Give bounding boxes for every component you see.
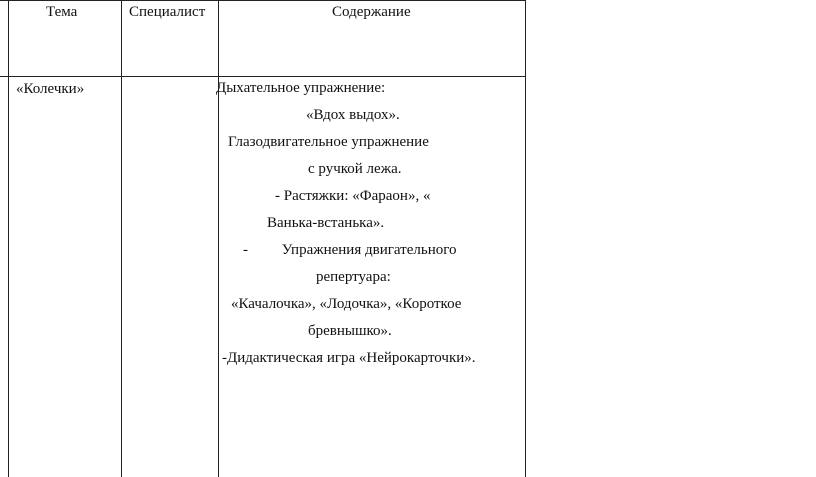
content-line: -Дидактическая игра «Нейрокарточки». <box>222 350 476 366</box>
content-line: репертуара: <box>316 269 391 285</box>
header-specialist: Специалист <box>129 4 206 20</box>
table-top-border <box>0 0 526 1</box>
content-line: с ручкой лежа. <box>308 161 402 177</box>
column-divider-topic <box>121 0 122 477</box>
content-line: Глазодвигательное упражнение <box>228 134 429 150</box>
column-divider-specialist <box>218 0 219 477</box>
header-content: Содержание <box>332 4 411 20</box>
table-right-border <box>525 0 526 477</box>
content-line: - Упражнения двигательного <box>243 242 457 258</box>
content-line: Ванька-встанька». <box>267 215 385 231</box>
row-topic: «Колечки» <box>16 81 85 97</box>
table-left-border <box>8 0 9 477</box>
header-bottom-border <box>0 76 526 77</box>
content-line: бревнышко». <box>308 323 392 339</box>
header-topic: Тема <box>46 4 78 20</box>
content-line: - Растяжки: «Фараон», « <box>275 188 431 204</box>
content-line: Дыхательное упражнение: <box>216 80 386 96</box>
content-line: «Вдох выдох». <box>306 107 400 123</box>
content-line: «Качалочка», «Лодочка», «Короткое <box>231 296 462 312</box>
